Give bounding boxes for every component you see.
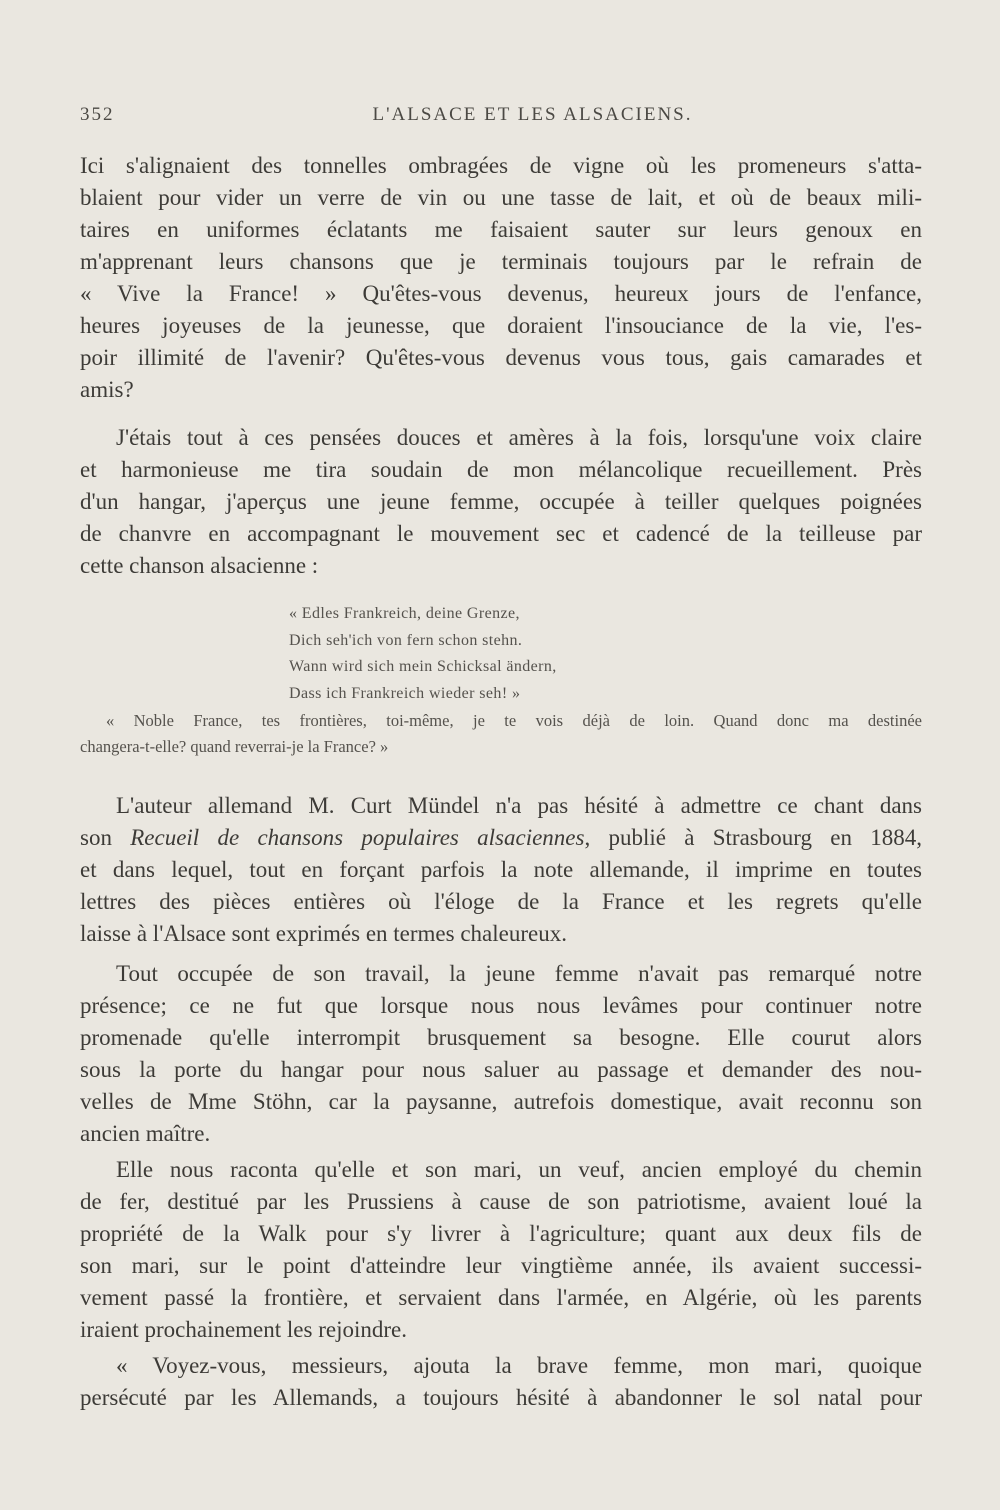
text-fragment: son — [80, 825, 131, 850]
text-line: Elle nous raconta qu'elle et son mari, un veuf, ancien employé du chemin — [116, 1157, 922, 1182]
text-line: poir illimité de l'avenir? Qu'êtes-vous devenus vous tous, gais camarades et — [80, 345, 922, 370]
text-line: m'apprenant leurs chansons que je terminais toujours par le refrain de — [80, 249, 922, 274]
text-line: amis? — [80, 377, 134, 402]
poem-line: Dass ich Frankreich wieder seh! » — [289, 684, 521, 702]
paragraph-6 — [80, 1350, 922, 1414]
running-title: L'ALSACE ET LES ALSACIENS. — [372, 104, 693, 125]
text-line: de chanvre en accompagnant le mouvement sec et cadencé de la teilleuse par — [80, 521, 922, 546]
text-line: cette chanson alsacienne : — [80, 553, 319, 578]
poem-line: Wann wird sich mein Schicksal ändern, — [289, 658, 557, 675]
text-line: présence; ce ne fut que lorsque nous nous levâmes pour continuer notre — [80, 993, 922, 1018]
text-line: son mari, sur le point d'atteindre leur vingtième année, ils avaient successi- — [80, 1253, 922, 1278]
paragraph-5 — [80, 1154, 922, 1346]
text-line: « Voyez-vous, messieurs, ajouta la brave femme, mon mari, quoique — [116, 1353, 922, 1378]
text-line: persécuté par les Allemands, a toujours hésité à abandonner le sol natal pour — [80, 1385, 922, 1410]
poem-line: Dich seh'ich von fern schon stehn. — [289, 631, 523, 649]
paragraph-1 — [80, 150, 922, 406]
text-line: laisse à l'Alsace sont exprimés en termes chaleureux. — [80, 921, 567, 946]
text-fragment: , publié à Strasbourg en 1884, — [584, 825, 922, 850]
paragraph-4 — [80, 958, 922, 1150]
page-number: 352 — [80, 104, 115, 125]
text-line: propriété de la Walk pour s'y livrer à l'agriculture; quant aux deux fils de — [80, 1221, 922, 1246]
text-line: promenade qu'elle interrompit brusquement sa besogne. Elle courut alors — [80, 1025, 922, 1050]
text-line: et dans lequel, tout en forçant parfois la note allemande, il imprime en toutes — [80, 857, 922, 882]
text-line-with-title — [80, 822, 922, 854]
text-line: d'un hangar, j'aperçus une jeune femme, occupée à teiller quelques poignées — [80, 489, 922, 514]
paragraph-2 — [80, 422, 922, 582]
translation-line: changera-t-elle? quand reverrai-je la France? » — [80, 737, 389, 756]
text-line: lettres des pièces entières où l'éloge de la France et les regrets qu'elle — [80, 889, 922, 914]
text-line: heures joyeuses de la jeunesse, que doraient l'insouciance de la vie, l'es- — [80, 313, 922, 338]
poem-translation — [80, 708, 922, 760]
poem-quotation — [289, 601, 557, 707]
text-line: blaient pour vider un verre de vin ou une tasse de lait, et où de beaux mili- — [80, 185, 922, 210]
text-line: iraient prochainement les rejoindre. — [80, 1317, 407, 1342]
poem-line: « Edles Frankreich, deine Grenze, — [289, 605, 520, 622]
text-line: Tout occupée de son travail, la jeune femme n'avait pas remarqué notre — [116, 961, 922, 986]
text-line: velles de Mme Stöhn, car la paysanne, autrefois domestique, avait reconnu son — [80, 1089, 922, 1114]
text-line: sous la porte du hangar pour nous saluer au passage et demander des nou- — [80, 1057, 922, 1082]
text-line: Ici s'alignaient des tonnelles ombragées de vigne où les promeneurs s'atta- — [80, 153, 922, 178]
running-head — [80, 104, 925, 134]
text-line: vement passé la frontière, et servaient dans l'armée, en Algérie, où les parents — [80, 1285, 922, 1310]
text-line: et harmonieuse me tira soudain de mon mélancolique recueillement. Près — [80, 457, 922, 482]
text-line: de fer, destitué par les Prussiens à cause de son patriotisme, avaient loué la — [80, 1189, 922, 1214]
text-line: « Vive la France! » Qu'êtes-vous devenus, heureux jours de l'enfance, — [80, 281, 922, 306]
text-line: ancien maître. — [80, 1121, 211, 1146]
text-line: taires en uniformes éclatants me faisaient sauter sur leurs genoux en — [80, 217, 922, 242]
translation-line: « Noble France, tes frontières, toi-même, je te vois déjà de loin. Quand donc ma destinée — [106, 711, 922, 730]
paragraph-3 — [80, 790, 922, 950]
book-title: Recueil de chansons populaires alsaciennes — [130, 825, 585, 850]
text-line: J'étais tout à ces pensées douces et amères à la fois, lorsqu'une voix claire — [116, 425, 922, 450]
text-line: L'auteur allemand M. Curt Mündel n'a pas hésité à admettre ce chant dans — [116, 793, 922, 818]
